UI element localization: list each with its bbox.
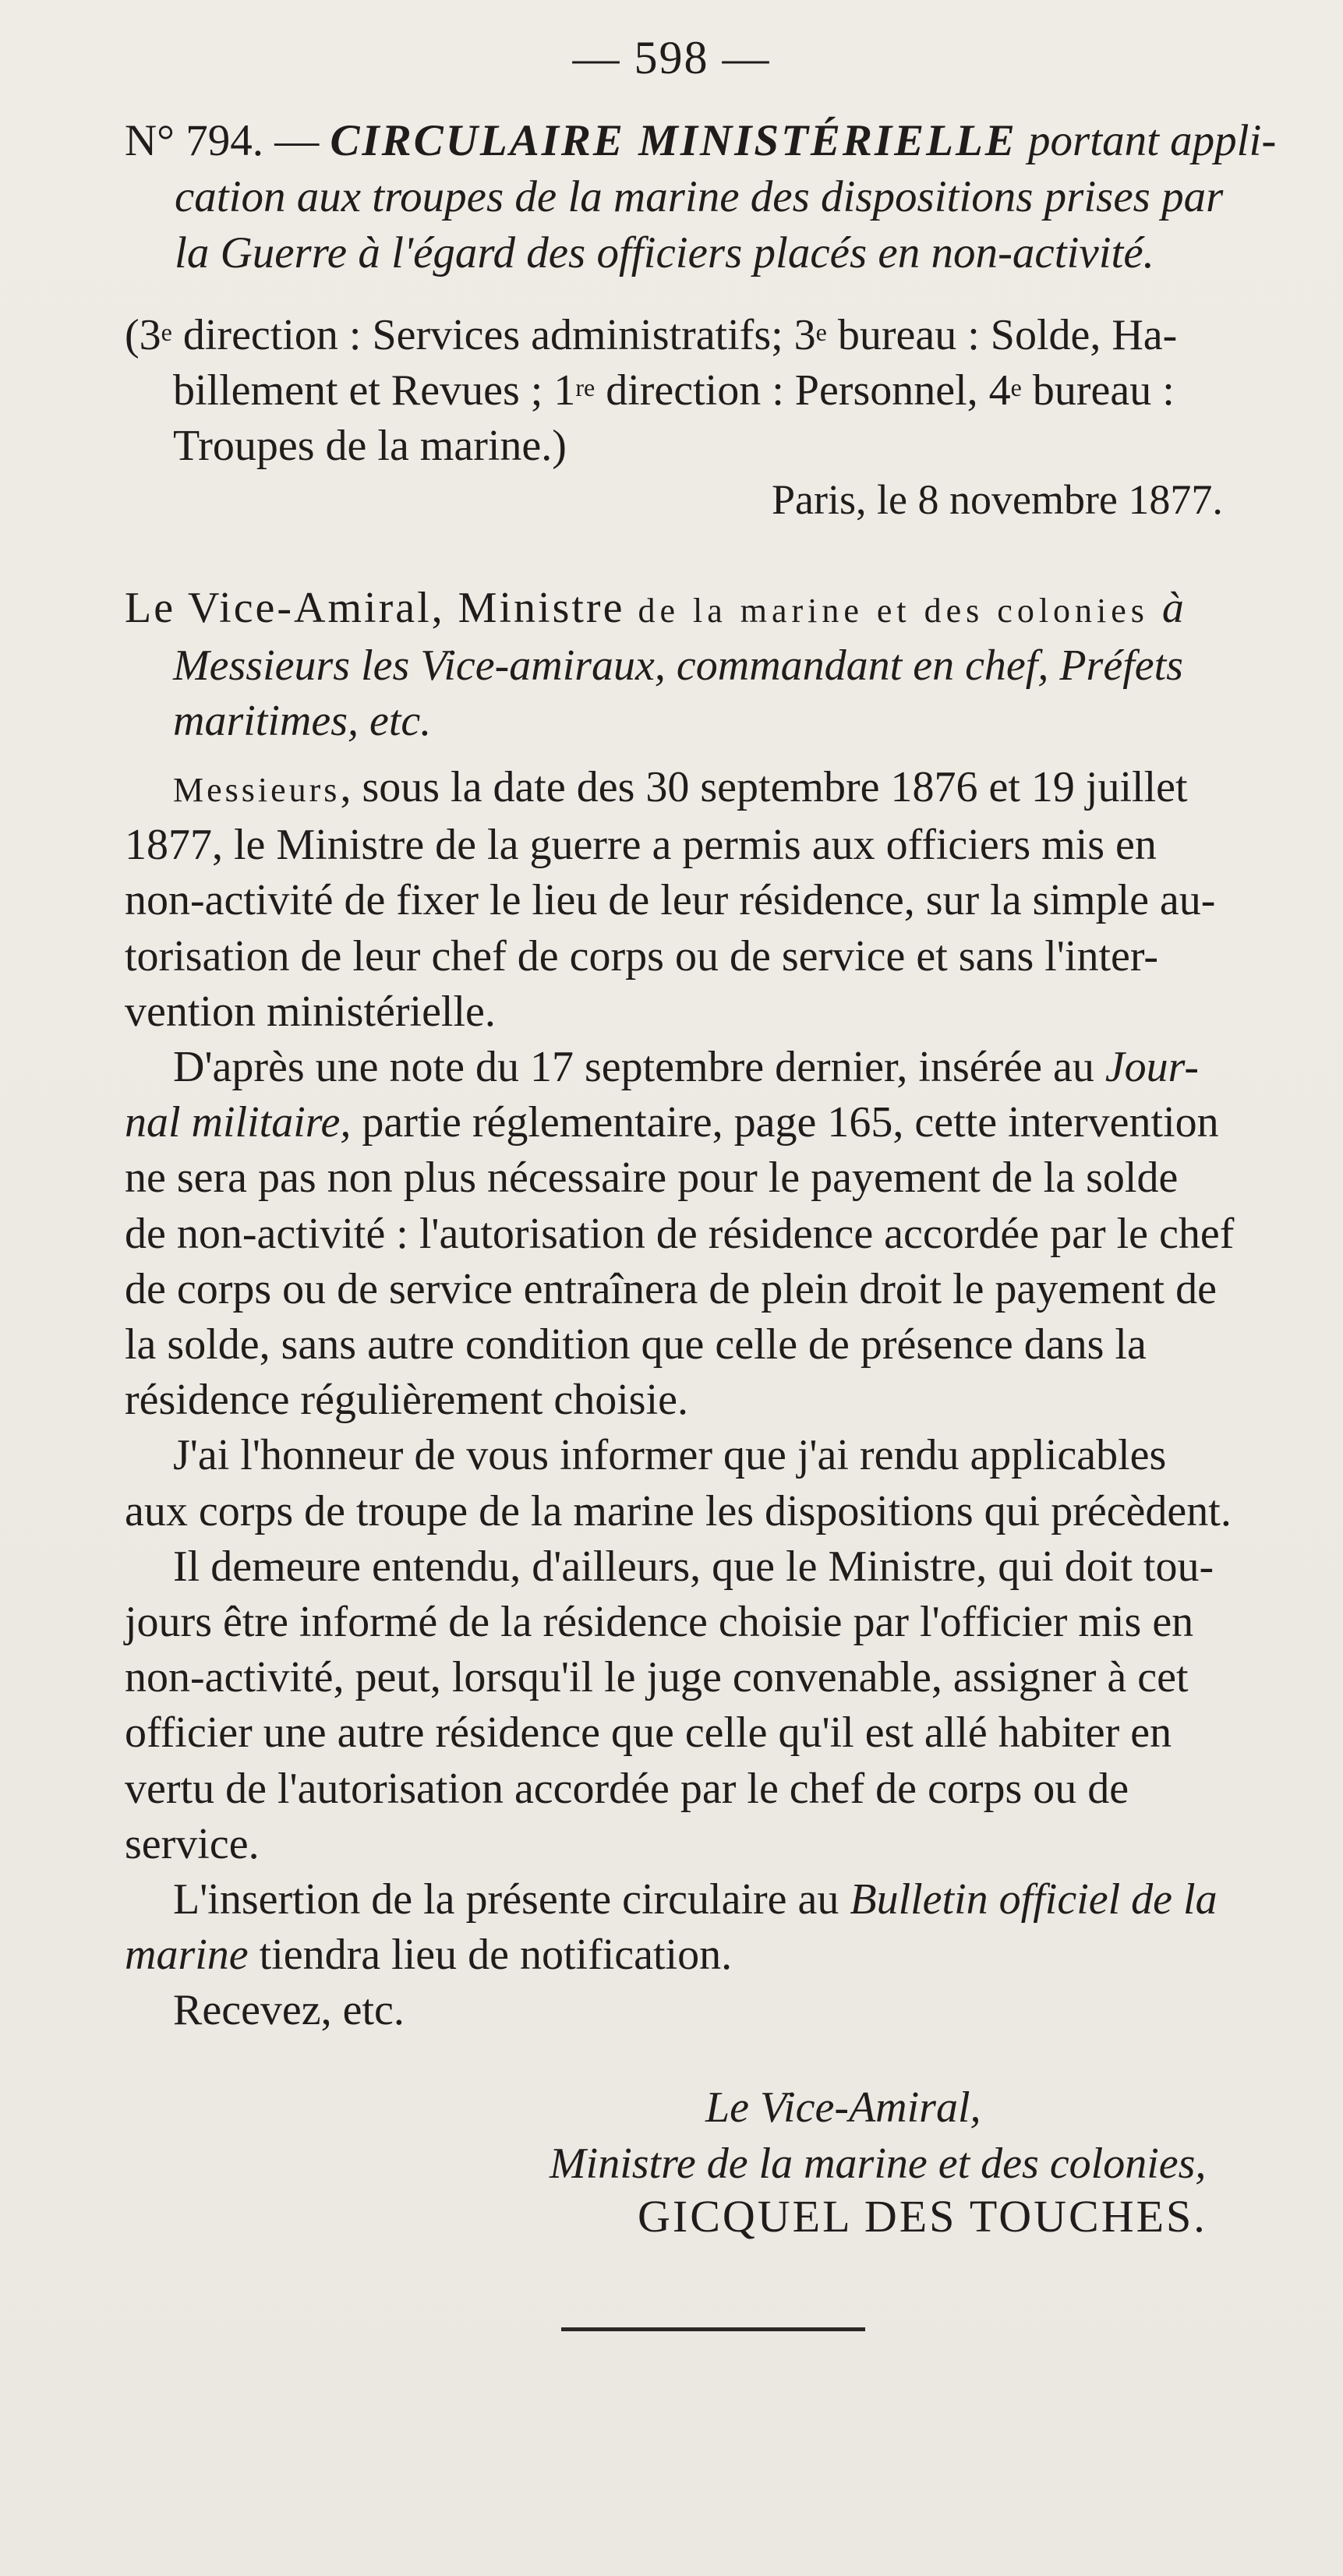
heading-line-1-rest: portant appli- bbox=[1016, 116, 1277, 165]
text-line bbox=[125, 1095, 1294, 1150]
text-line: résidence régulièrement choisie. bbox=[125, 1376, 688, 1425]
circular-title: CIRCULAIRE MINISTÉRIELLE bbox=[330, 116, 1017, 165]
text-line: , sous la date des 30 septembre 1876 et 19 juillet bbox=[340, 763, 1188, 811]
paragraph-3: J'ai l'honneur de vous informer que j'ai rendu applicables bbox=[173, 1431, 1167, 1480]
text-line: D'après une note du 17 septembre dernier, insérée au bbox=[173, 1043, 1105, 1092]
text-line: de non-activité : l'autorisation de résidence accordée par le chef bbox=[125, 1209, 1235, 1258]
direction-line-1 bbox=[125, 308, 1294, 363]
text-line: tiendra lieu de notification. bbox=[248, 1931, 733, 1980]
text-line: partie réglementaire, page 165, cette intervention bbox=[351, 1098, 1219, 1147]
direction-block bbox=[125, 308, 1294, 474]
direction-text: bureau : Solde, Ha- bbox=[826, 311, 1178, 359]
direction-text: (3 bbox=[125, 311, 161, 359]
text-line: service. bbox=[125, 1819, 260, 1868]
signature-ministry: Ministre de la marine et des colonies, bbox=[550, 2140, 1207, 2188]
text-line: torisation de leur chef de corps ou de service et sans l'inter- bbox=[125, 931, 1159, 981]
sender-rest: de la marine et des colonies bbox=[624, 592, 1162, 630]
place-date: Paris, le 8 novembre 1877. bbox=[772, 476, 1223, 523]
signature-name: GICQUEL DES TOUCHES. bbox=[638, 2191, 1207, 2242]
text-line: L'insertion de la présente circulaire au bbox=[173, 1875, 850, 1924]
salutation: Messieurs bbox=[173, 771, 341, 809]
bulletin-title: Bulletin officiel de la bbox=[850, 1875, 1218, 1924]
address-block bbox=[125, 581, 1294, 749]
direction-line-2 bbox=[125, 363, 1294, 419]
address-line-2: Messieurs les Vice-amiraux, commandant en chef, Préfets bbox=[173, 641, 1183, 690]
circular-number: N° 794. — bbox=[125, 116, 330, 165]
text-line: vention ministérielle. bbox=[125, 987, 496, 1036]
direction-text: bureau : bbox=[1021, 366, 1175, 415]
superscript: e bbox=[1010, 373, 1022, 401]
circular-heading bbox=[125, 113, 1294, 281]
address-line-3: maritimes, etc. bbox=[173, 697, 432, 745]
address-preposition: à bbox=[1161, 584, 1184, 632]
paragraph-2 bbox=[125, 1040, 1294, 1095]
text-line: jours être informé de la résidence choisie par l'officier mis en bbox=[125, 1598, 1194, 1647]
text-line: vertu de l'autorisation accordée par le chef de corps ou de bbox=[125, 1764, 1129, 1813]
superscript: e bbox=[161, 318, 172, 346]
closing-rule bbox=[561, 2327, 865, 2331]
text-line: de corps ou de service entraînera de plein droit le payement de bbox=[125, 1264, 1217, 1313]
sender: Le Vice-Amiral, Ministre bbox=[125, 584, 625, 632]
heading-line-2: cation aux troupes de la marine des dispositions prises par bbox=[175, 172, 1224, 221]
text-line: la solde, sans autre condition que celle de présence dans la bbox=[125, 1320, 1147, 1369]
circular-body bbox=[125, 760, 1294, 2039]
text-line: non-activité de fixer le lieu de leur résidence, sur la simple au- bbox=[125, 876, 1216, 925]
text-line: aux corps de troupe de la marine les dispositions qui précèdent. bbox=[125, 1486, 1232, 1535]
bulletin-title: marine bbox=[125, 1931, 249, 1980]
direction-line-3: Troupes de la marine.) bbox=[173, 422, 567, 470]
paragraph-5 bbox=[125, 1872, 1294, 1928]
paragraph-1 bbox=[125, 760, 1294, 818]
heading-line-1 bbox=[125, 113, 1294, 169]
text-line: ne sera pas non plus nécessaire pour le payement de la solde bbox=[125, 1154, 1179, 1203]
superscript: e bbox=[815, 318, 827, 346]
text-line: officier une autre résidence que celle qu'il est allé habiter en bbox=[125, 1708, 1172, 1758]
signature-title: Le Vice-Amiral, bbox=[705, 2083, 981, 2132]
paragraph-6: Recevez, etc. bbox=[173, 1986, 405, 2035]
direction-text: billement et Revues ; 1 bbox=[173, 366, 576, 415]
direction-text: direction : Personnel, 4 bbox=[595, 366, 1011, 415]
journal-title: Jour- bbox=[1104, 1043, 1200, 1092]
page-number: — 598 — bbox=[572, 32, 771, 83]
address-line-1 bbox=[125, 581, 1294, 638]
paragraph-4: Il demeure entendu, d'ailleurs, que le Ministre, qui doit tou- bbox=[173, 1542, 1214, 1591]
superscript: re bbox=[575, 373, 596, 401]
text-line bbox=[125, 1928, 1294, 1983]
direction-text: direction : Services administratifs; 3 bbox=[171, 311, 816, 359]
heading-line-3: la Guerre à l'égard des officiers placés en non-activité. bbox=[175, 228, 1154, 277]
text-line: non-activité, peut, lorsqu'il le juge convenable, assigner à cet bbox=[125, 1653, 1189, 1702]
text-line: 1877, le Ministre de la guerre a permis aux officiers mis en bbox=[125, 821, 1157, 870]
journal-title: nal militaire, bbox=[125, 1098, 352, 1147]
